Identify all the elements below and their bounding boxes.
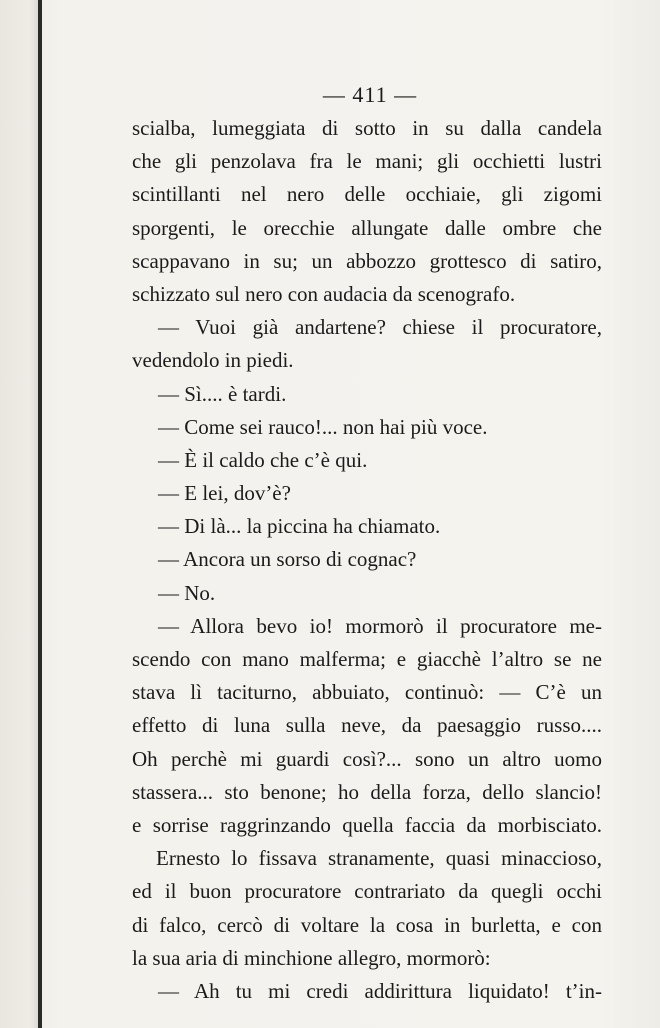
dialogue-line: — Di là... la piccina ha chiamato. <box>158 514 441 539</box>
text-line: schizzato sul nero con audacia da scenografo. <box>132 281 516 306</box>
dialogue-line: — No. <box>158 580 216 605</box>
dialogue-line: — Sì.... è tardi. <box>158 381 287 406</box>
text-line: di falco, cercò di voltare la cosa in burletta, e con <box>132 912 602 937</box>
dialogue-line: — Ancora un sorso di cognac? <box>158 547 417 572</box>
binding-edge <box>38 0 42 1028</box>
text-line: scintillanti nel nero delle occhiaie, gli zigomi <box>132 182 602 207</box>
text-line: effetto di luna sulla neve, da paesaggio russo.... <box>132 713 602 738</box>
dialogue-line: — Come sei rauco!... non hai più voce. <box>158 414 488 439</box>
text-line: scendo con mano malferma; e giacchè l’altro se ne <box>132 647 602 671</box>
text-line: ed il buon procuratore contrariato da quegli occhi <box>132 879 602 904</box>
paragraph-line: Ernesto lo fissava stranamente, quasi minaccioso, <box>156 846 602 871</box>
text-line: sporgenti, le orecchie allungate dalle ombre che <box>132 215 602 240</box>
text-line: stava lì taciturno, abbuiato, continuò: — C’è un <box>132 680 602 705</box>
dialogue-line: — E lei, dov’è? <box>158 481 291 506</box>
dialogue-line: — Ah tu mi credi addirittura liquidato! t’in- <box>158 978 602 1003</box>
dialogue-line: — Allora bevo io! mormorò il procuratore me- <box>158 613 602 638</box>
text-line: e sorrise raggrinzando quella faccia da morbisciato. <box>132 812 602 837</box>
body-text <box>132 112 602 1008</box>
text-line: la sua aria di minchione allegro, mormorò: <box>132 945 491 970</box>
dialogue-line: — È il caldo che c’è qui. <box>158 447 368 472</box>
text-line: Oh perchè mi guardi così?... sono un altro uomo <box>132 746 602 771</box>
text-line: che gli penzolava fra le mani; gli occhietti lustri <box>132 149 602 174</box>
dialogue-line: — Vuoi già andartene? chiese il procuratore, <box>158 315 602 340</box>
text-line: stassera... sto benone; ho della forza, dello slancio! <box>132 779 602 804</box>
page-number: — 411 — <box>322 82 418 107</box>
text-line: vedendolo in piedi. <box>132 348 294 373</box>
text-line: scialba, lumeggiata di sotto in su dalla candela <box>132 116 602 140</box>
text-line: scappavano in su; un abbozzo grottesco di satiro, <box>132 248 602 273</box>
